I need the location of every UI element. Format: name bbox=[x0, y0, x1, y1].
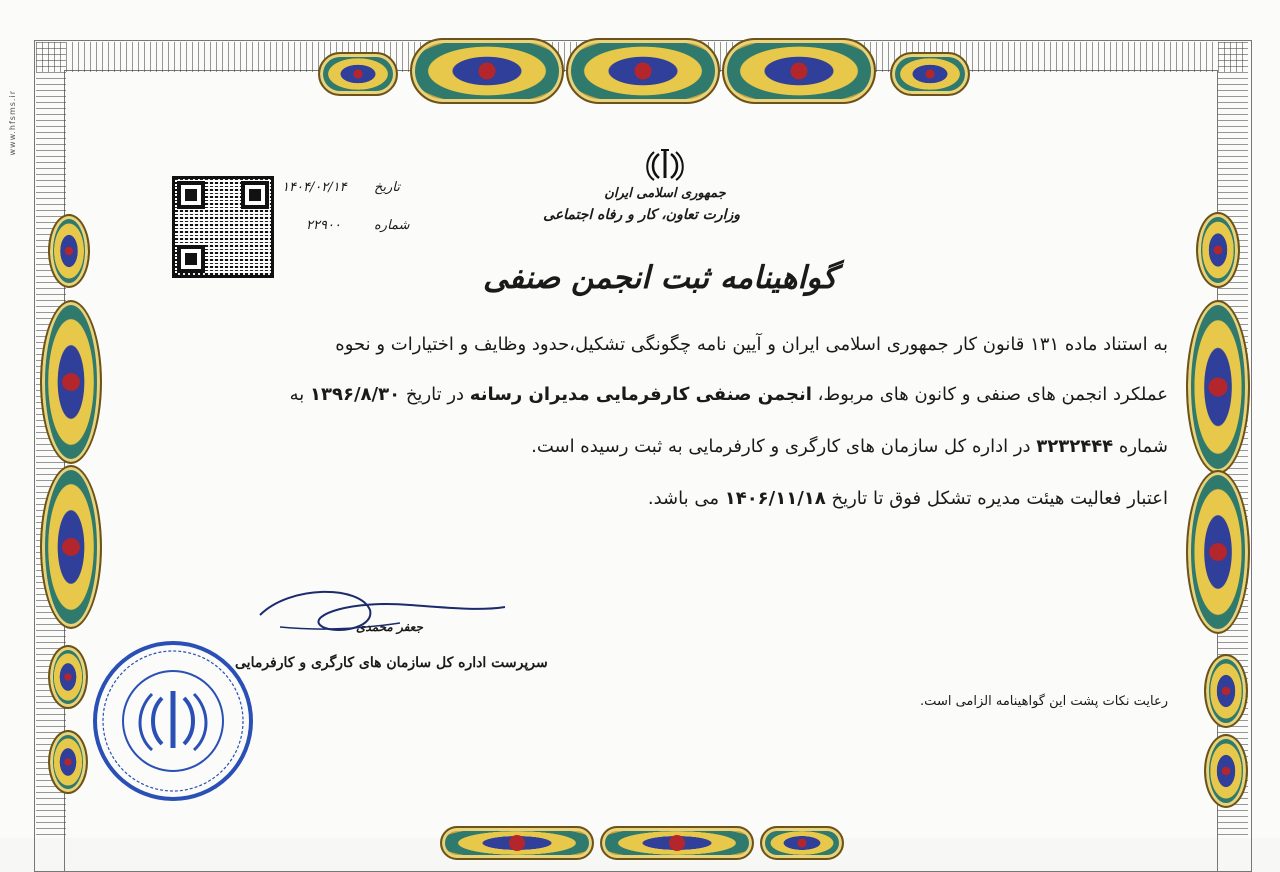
validity-date: ۱۴۰۶/۱۱/۱۸ bbox=[724, 488, 826, 509]
ministry-name: وزارت تعاون، کار و رفاه اجتماعی bbox=[543, 207, 740, 223]
left-ornament-3 bbox=[40, 465, 102, 629]
left-ornament-2 bbox=[40, 300, 102, 464]
association-name: انجمن صنفی کارفرمایی مدیران رسانه bbox=[469, 384, 812, 405]
signer-title: سرپرست اداره کل سازمان های کارگری و کارفرمایی bbox=[235, 655, 548, 671]
bottom-ornament-3 bbox=[760, 826, 844, 860]
signer-name: جعفر محمدی bbox=[356, 620, 423, 634]
back-notes-reminder: رعایت نکات پشت این گواهینامه الزامی است. bbox=[920, 694, 1168, 709]
side-website-text: www.hfsms.ir bbox=[8, 90, 17, 156]
body-line-3-post: در اداره کل سازمان های کارگری و کارفرمایی به ثبت رسیده است. bbox=[531, 436, 1037, 457]
top-ornament-small-right bbox=[890, 52, 970, 96]
qr-finder-top-right bbox=[241, 181, 269, 209]
body-line-4-pre: اعتبار فعالیت هیئت مدیره تشکل فوق تا تاریخ bbox=[825, 488, 1168, 509]
top-ornament-small-left bbox=[318, 52, 398, 96]
right-ornament-2 bbox=[1186, 300, 1250, 474]
right-ornament-1 bbox=[1196, 212, 1240, 288]
body-line-1 bbox=[335, 334, 1168, 355]
official-seal bbox=[88, 636, 258, 806]
top-ornament-1 bbox=[410, 38, 564, 104]
date-value: ۱۴۰۴/۰۲/۱۴ bbox=[282, 180, 347, 195]
right-ornament-4 bbox=[1204, 654, 1248, 728]
bottom-ornament-2 bbox=[600, 826, 754, 860]
body-line-2-pre: عملکرد انجمن های صنفی و کانون های مربوط، bbox=[811, 384, 1168, 405]
left-ornament-1 bbox=[48, 214, 90, 288]
date-label: تاریخ bbox=[374, 180, 400, 195]
certificate-title: گواهینامه ثبت انجمن صنفی bbox=[483, 260, 837, 296]
top-ornament-3 bbox=[722, 38, 876, 104]
right-ornament-5 bbox=[1204, 734, 1248, 808]
body-line-2-mid: در تاریخ bbox=[400, 384, 470, 405]
registration-number: ۳۲۳۲۴۴۴ bbox=[1036, 436, 1114, 457]
right-ornament-3 bbox=[1186, 470, 1250, 634]
left-ornament-5 bbox=[48, 730, 88, 794]
body-line-4-post: می باشد. bbox=[647, 488, 725, 509]
qr-code bbox=[172, 176, 274, 278]
iran-emblem-icon bbox=[645, 148, 685, 182]
bottom-ornament-1 bbox=[440, 826, 594, 860]
body-line-4 bbox=[648, 488, 1168, 509]
header-emblem-block bbox=[543, 148, 740, 223]
qr-finder-bottom-left bbox=[177, 245, 205, 273]
left-ornament-4 bbox=[48, 645, 88, 709]
registration-date: ۱۳۹۶/۸/۳۰ bbox=[310, 384, 401, 405]
body-line-2-post: به bbox=[289, 384, 311, 405]
body-line-1-text: به استناد ماده ۱۳۱ قانون کار جمهوری اسلامی ایران و آیین نامه چگونگی تشکیل،حدود وظایف و اختیارات و نحوه bbox=[335, 334, 1168, 355]
top-ornament-2 bbox=[566, 38, 720, 104]
number-label: شماره bbox=[374, 218, 410, 233]
republic-name: جمهوری اسلامی ایران bbox=[604, 186, 726, 201]
number-value: ۲۲۹۰۰ bbox=[306, 218, 341, 233]
qr-finder-top-left bbox=[177, 181, 205, 209]
body-line-3-pre: شماره bbox=[1113, 436, 1168, 457]
body-line-3 bbox=[531, 436, 1168, 457]
body-line-2 bbox=[290, 384, 1168, 405]
